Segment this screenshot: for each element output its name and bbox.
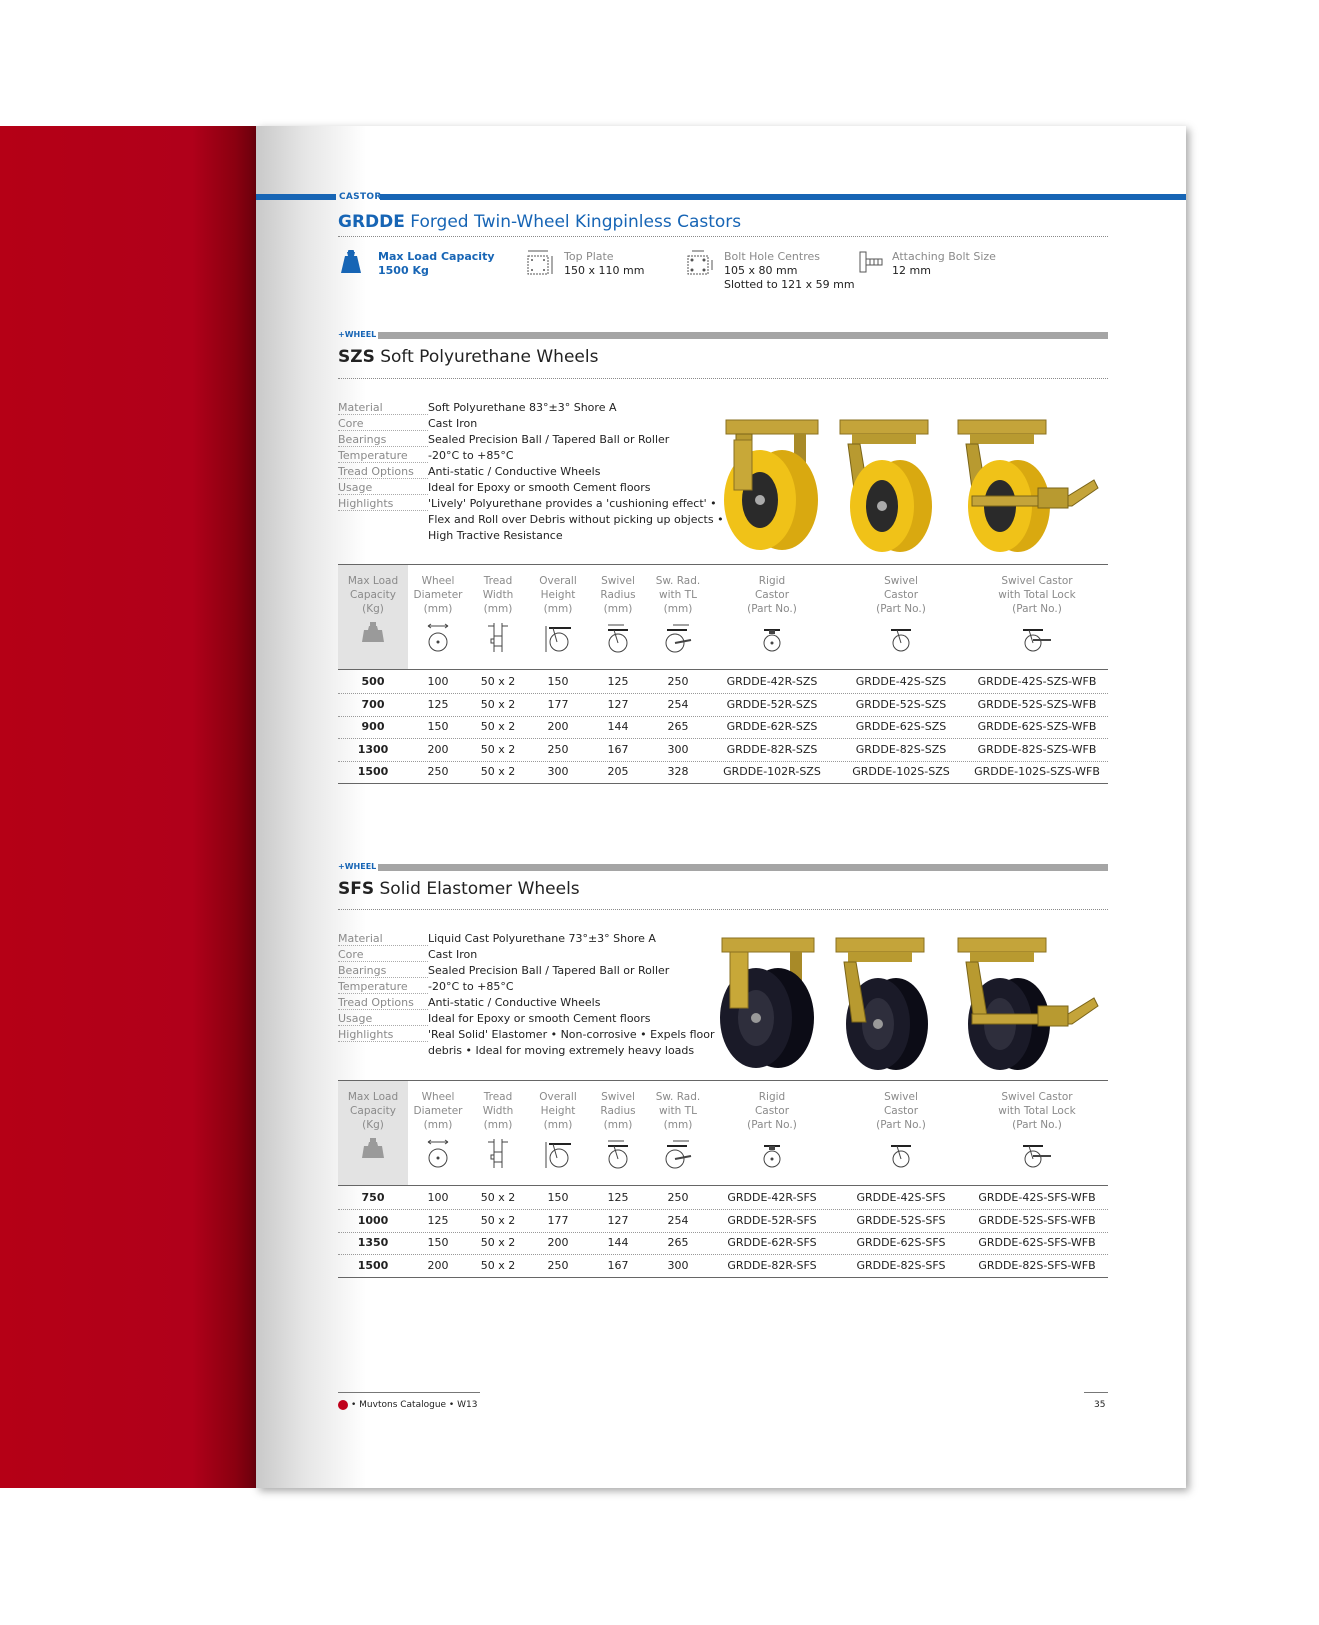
spec-label-top-plate: Top Plate bbox=[564, 250, 614, 263]
table-cell-load: 750 bbox=[361, 1191, 385, 1204]
table-cell-diameter: 125 bbox=[427, 697, 449, 711]
table-cell-swrad: 328 bbox=[667, 765, 689, 778]
column-header-rigid: Castor bbox=[754, 1105, 790, 1117]
property-row bbox=[338, 496, 717, 512]
header-bar-left bbox=[256, 194, 336, 200]
table-cell-swivel: GRDDE-52S-SFS bbox=[856, 1213, 946, 1227]
table-header-rule bbox=[338, 669, 1108, 670]
column-header-tread: Tread bbox=[483, 575, 513, 587]
table-cell-tread: 50 x 2 bbox=[480, 1236, 516, 1249]
property-value: Cast Iron bbox=[428, 948, 478, 961]
column-header-load: (Kg) bbox=[362, 603, 384, 615]
table-cell-height: 150 bbox=[547, 1191, 569, 1204]
table-cell-swrad: 254 bbox=[667, 1213, 689, 1227]
column-header-tread: Tread bbox=[483, 1091, 513, 1103]
column-header-rigid: Rigid bbox=[758, 575, 786, 587]
column-header-radius: (mm) bbox=[603, 1119, 633, 1131]
property-value: Sealed Precision Ball / Tapered Ball or Roller bbox=[428, 964, 670, 977]
property-value: -20°C to +85°C bbox=[428, 980, 514, 993]
diameter-dimension-icon bbox=[408, 1138, 468, 1174]
swivel-total-lock-castor-image bbox=[952, 416, 1102, 558]
property-row bbox=[338, 512, 724, 528]
table-cell-rigid: GRDDE-82R-SZS bbox=[726, 742, 818, 756]
column-header-tread: Width bbox=[482, 589, 514, 601]
property-row bbox=[338, 400, 616, 416]
column-header-height: Overall bbox=[539, 575, 577, 587]
table-cell-load: 1000 bbox=[357, 1213, 389, 1227]
section-tag: +WHEEL bbox=[338, 330, 377, 339]
column-header-diameter: Diameter bbox=[413, 589, 463, 601]
column-header-rigid: Castor bbox=[754, 589, 790, 601]
column-header-height: (mm) bbox=[543, 1119, 573, 1131]
table-cell-rigid: GRDDE-62R-SZS bbox=[726, 720, 818, 733]
table-cell-swrad: 265 bbox=[667, 1236, 689, 1249]
property-row bbox=[338, 1011, 651, 1027]
table-cell-load: 1350 bbox=[357, 1236, 389, 1249]
column-header-load: Max Load bbox=[347, 1091, 399, 1103]
property-key: Core bbox=[338, 418, 428, 431]
table-cell-radius: 144 bbox=[607, 1236, 629, 1249]
table-cell-swivel: GRDDE-82S-SFS bbox=[856, 1258, 946, 1272]
table-top-rule bbox=[338, 564, 1108, 565]
table-cell-rigid: GRDDE-82R-SFS bbox=[727, 1258, 817, 1272]
table-cell-swivel: GRDDE-42S-SZS bbox=[855, 675, 947, 688]
table-cell-swrad: 254 bbox=[667, 697, 689, 711]
property-key: Temperature bbox=[338, 450, 428, 463]
table-cell-diameter: 125 bbox=[427, 1213, 449, 1227]
spec-label-bolt-size: Attaching Bolt Size bbox=[892, 250, 996, 263]
column-header-swrad: with TL bbox=[659, 589, 697, 601]
table-cell-swtl: GRDDE-82S-SFS-WFB bbox=[978, 1258, 1096, 1272]
spec-value-bolt-hole: 105 x 80 mm bbox=[724, 264, 798, 277]
property-key: Bearings bbox=[338, 434, 428, 447]
load-dimension-icon bbox=[338, 1138, 408, 1162]
property-row bbox=[338, 995, 600, 1011]
property-key: Usage bbox=[338, 1013, 428, 1026]
property-row bbox=[338, 963, 669, 979]
table-bottom-rule bbox=[338, 1277, 1108, 1278]
table-cell-radius: 127 bbox=[607, 1213, 629, 1227]
swivel-castor-image bbox=[830, 934, 940, 1076]
section-divider bbox=[338, 378, 1108, 379]
table-cell-tread: 50 x 2 bbox=[480, 742, 516, 756]
table-cell-load: 500 bbox=[361, 675, 385, 688]
table-header-rule bbox=[338, 1185, 1108, 1186]
table-cell-swtl: GRDDE-62S-SZS-WFB bbox=[977, 720, 1097, 733]
table-cell-swivel: GRDDE-82S-SZS bbox=[855, 742, 947, 756]
property-key: Tread Options bbox=[338, 997, 428, 1010]
property-row bbox=[338, 448, 514, 464]
column-header-radius: Swivel bbox=[601, 1091, 635, 1103]
property-value: Sealed Precision Ball / Tapered Ball or Roller bbox=[428, 433, 670, 446]
table-cell-tread: 50 x 2 bbox=[480, 765, 516, 778]
column-header-diameter: (mm) bbox=[423, 1119, 453, 1131]
column-header-tread: (mm) bbox=[483, 1119, 513, 1131]
column-header-swtl: with Total Lock bbox=[998, 589, 1076, 601]
property-value: Ideal for Epoxy or smooth Cement floors bbox=[428, 1012, 651, 1025]
page-title-code: GRDDE bbox=[338, 212, 405, 232]
radius-dimension-icon bbox=[588, 1138, 648, 1174]
table-cell-radius: 144 bbox=[607, 720, 629, 733]
property-value: Anti-static / Conductive Wheels bbox=[428, 996, 601, 1009]
catalogue-page bbox=[256, 126, 1186, 1488]
property-key: Material bbox=[338, 402, 428, 415]
page-number: 35 bbox=[1094, 1400, 1106, 1410]
table-cell-rigid: GRDDE-102R-SZS bbox=[723, 765, 821, 778]
property-value: -20°C to +85°C bbox=[428, 449, 514, 462]
table-cell-swrad: 300 bbox=[667, 742, 689, 756]
rigid-castor-image bbox=[708, 934, 828, 1076]
column-header-diameter: Wheel bbox=[421, 1091, 455, 1103]
section-title-text: Solid Elastomer Wheels bbox=[379, 879, 580, 899]
page-title bbox=[338, 212, 741, 232]
spec-value-load: 1500 Kg bbox=[378, 264, 429, 277]
swivel-castor-image bbox=[834, 416, 944, 558]
property-key: Core bbox=[338, 949, 428, 962]
rigid-dimension-icon bbox=[708, 1138, 836, 1174]
table-cell-tread: 50 x 2 bbox=[480, 675, 516, 688]
swtl-dimension-icon bbox=[966, 1138, 1108, 1174]
property-value: 'Lively' Polyurethane provides a 'cushioning effect' • bbox=[428, 497, 717, 510]
table-cell-rigid: GRDDE-52R-SFS bbox=[727, 1213, 817, 1227]
property-value: High Tractive Resistance bbox=[428, 529, 563, 542]
column-header-load: Max Load bbox=[347, 575, 399, 587]
column-header-swivel: Swivel bbox=[884, 575, 918, 587]
column-header-swrad: with TL bbox=[659, 1105, 697, 1117]
table-cell-diameter: 100 bbox=[427, 1191, 449, 1204]
table-cell-swivel: GRDDE-62S-SZS bbox=[855, 720, 947, 733]
table-cell-tread: 50 x 2 bbox=[480, 720, 516, 733]
property-row bbox=[338, 528, 563, 544]
table-cell-swtl: GRDDE-102S-SZS-WFB bbox=[974, 765, 1100, 778]
table-cell-height: 250 bbox=[547, 1258, 569, 1272]
red-binding-spine bbox=[0, 126, 256, 1488]
property-row bbox=[338, 1027, 715, 1043]
section-title bbox=[338, 879, 580, 899]
column-header-swivel: Castor bbox=[883, 1105, 919, 1117]
page-title-text: Forged Twin-Wheel Kingpinless Castors bbox=[410, 212, 742, 232]
property-key: Usage bbox=[338, 482, 428, 495]
swtl-dimension-icon bbox=[966, 622, 1108, 658]
column-header-swivel: Castor bbox=[883, 589, 919, 601]
spec-value-top-plate: 150 x 110 mm bbox=[564, 264, 645, 277]
table-cell-swtl: GRDDE-42S-SFS-WFB bbox=[978, 1191, 1096, 1204]
table-cell-radius: 167 bbox=[607, 742, 629, 756]
table-cell-height: 300 bbox=[547, 765, 569, 778]
table-cell-tread: 50 x 2 bbox=[480, 697, 516, 711]
column-header-swrad: (mm) bbox=[663, 603, 693, 615]
property-value: debris • Ideal for moving extremely heavy loads bbox=[428, 1044, 695, 1057]
section-divider bbox=[338, 909, 1108, 910]
property-key: Temperature bbox=[338, 981, 428, 994]
column-header-diameter: Wheel bbox=[421, 575, 455, 587]
rigid-dimension-icon bbox=[708, 622, 836, 658]
column-header-swivel: (Part No.) bbox=[876, 603, 926, 615]
property-row bbox=[338, 931, 656, 947]
table-cell-swivel: GRDDE-52S-SZS bbox=[855, 697, 947, 711]
column-header-load: Capacity bbox=[350, 589, 396, 601]
property-row bbox=[338, 432, 669, 448]
property-row bbox=[338, 416, 477, 432]
table-cell-diameter: 200 bbox=[427, 1258, 449, 1272]
table-cell-swtl: GRDDE-82S-SZS-WFB bbox=[977, 742, 1097, 756]
column-header-swtl: (Part No.) bbox=[1012, 1119, 1062, 1131]
table-cell-swrad: 250 bbox=[667, 1191, 689, 1204]
header-bar-right bbox=[380, 194, 1186, 200]
footer-rule-right bbox=[1084, 1392, 1108, 1393]
column-header-height: (mm) bbox=[543, 603, 573, 615]
column-header-swtl: (Part No.) bbox=[1012, 603, 1062, 615]
section-bar bbox=[378, 864, 1108, 871]
property-key: Highlights bbox=[338, 498, 428, 511]
column-header-radius: Radius bbox=[600, 1105, 636, 1117]
table-cell-load: 700 bbox=[361, 697, 385, 711]
table-bottom-rule bbox=[338, 783, 1108, 784]
radius-dimension-icon bbox=[588, 622, 648, 658]
property-key: Material bbox=[338, 933, 428, 946]
table-cell-swrad: 265 bbox=[667, 720, 689, 733]
table-cell-swrad: 250 bbox=[667, 675, 689, 688]
footer-rule-left bbox=[338, 1392, 480, 1393]
table-cell-swtl: GRDDE-42S-SZS-WFB bbox=[977, 675, 1097, 688]
column-header-swrad: Sw. Rad. bbox=[655, 575, 701, 587]
table-cell-radius: 125 bbox=[607, 675, 629, 688]
column-header-swrad: Sw. Rad. bbox=[655, 1091, 701, 1103]
table-cell-swtl: GRDDE-52S-SZS-WFB bbox=[977, 697, 1097, 711]
spec-value-bolt-size: 12 mm bbox=[892, 264, 931, 277]
table-cell-swivel: GRDDE-42S-SFS bbox=[856, 1191, 946, 1204]
table-cell-diameter: 250 bbox=[427, 765, 449, 778]
table-cell-rigid: GRDDE-52R-SZS bbox=[726, 697, 818, 711]
table-cell-swivel: GRDDE-102S-SZS bbox=[852, 765, 950, 778]
property-key: Tread Options bbox=[338, 466, 428, 479]
column-header-radius: Radius bbox=[600, 589, 636, 601]
column-header-swivel: Swivel bbox=[884, 1091, 918, 1103]
table-cell-tread: 50 x 2 bbox=[480, 1258, 516, 1272]
diameter-dimension-icon bbox=[408, 622, 468, 658]
table-cell-radius: 125 bbox=[607, 1191, 629, 1204]
property-row bbox=[338, 979, 514, 995]
property-row bbox=[338, 1043, 694, 1059]
column-header-rigid: Rigid bbox=[758, 1091, 786, 1103]
column-header-swrad: (mm) bbox=[663, 1119, 693, 1131]
property-row bbox=[338, 947, 477, 963]
table-cell-rigid: GRDDE-42R-SFS bbox=[727, 1191, 817, 1204]
section-tag: +WHEEL bbox=[338, 862, 377, 871]
table-cell-load: 900 bbox=[361, 720, 385, 733]
property-value: Liquid Cast Polyurethane 73°±3° Shore A bbox=[428, 932, 656, 945]
swivel-total-lock-castor-image bbox=[952, 934, 1102, 1076]
spec-label-bolt-hole: Bolt Hole Centres bbox=[724, 250, 820, 263]
brand-logo-icon bbox=[338, 1400, 348, 1410]
bolt-icon bbox=[858, 250, 884, 278]
property-row bbox=[338, 464, 600, 480]
rigid-castor-image bbox=[712, 416, 832, 558]
table-cell-swivel: GRDDE-62S-SFS bbox=[856, 1236, 946, 1249]
table-cell-height: 150 bbox=[547, 675, 569, 688]
table-cell-load: 1300 bbox=[357, 742, 389, 756]
table-cell-rigid: GRDDE-62R-SFS bbox=[727, 1236, 817, 1249]
table-cell-diameter: 150 bbox=[427, 720, 449, 733]
section-title-text: Soft Polyurethane Wheels bbox=[380, 347, 599, 367]
column-header-height: Height bbox=[540, 589, 576, 601]
table-cell-height: 250 bbox=[547, 742, 569, 756]
property-value: Flex and Roll over Debris without picking up objects • bbox=[428, 513, 724, 526]
table-cell-diameter: 100 bbox=[427, 675, 449, 688]
table-cell-height: 177 bbox=[547, 697, 569, 711]
column-header-swtl: with Total Lock bbox=[998, 1105, 1076, 1117]
property-value: Cast Iron bbox=[428, 417, 478, 430]
section-title-code: SFS bbox=[338, 879, 375, 899]
table-cell-load: 1500 bbox=[357, 765, 389, 778]
table-cell-radius: 167 bbox=[607, 1258, 629, 1272]
tread-dimension-icon bbox=[468, 622, 528, 658]
table-cell-load: 1500 bbox=[357, 1258, 389, 1272]
column-header-load: Capacity bbox=[350, 1105, 396, 1117]
property-value: Anti-static / Conductive Wheels bbox=[428, 465, 601, 478]
property-key: Highlights bbox=[338, 1029, 428, 1042]
table-cell-height: 177 bbox=[547, 1213, 569, 1227]
header-divider bbox=[338, 236, 1108, 237]
table-cell-swtl: GRDDE-62S-SFS-WFB bbox=[978, 1236, 1096, 1249]
property-row bbox=[338, 480, 651, 496]
property-key: Bearings bbox=[338, 965, 428, 978]
table-cell-rigid: GRDDE-42R-SZS bbox=[726, 675, 818, 688]
table-top-rule bbox=[338, 1080, 1108, 1081]
column-header-swtl: Swivel Castor bbox=[1001, 1091, 1073, 1103]
swivel-dimension-icon bbox=[836, 622, 966, 658]
property-value: 'Real Solid' Elastomer • Non-corrosive • Expels floor bbox=[428, 1028, 715, 1041]
column-header-swivel: (Part No.) bbox=[876, 1119, 926, 1131]
height-dimension-icon bbox=[528, 622, 588, 658]
swrad-dimension-icon bbox=[648, 622, 708, 658]
table-cell-diameter: 200 bbox=[427, 742, 449, 756]
section-title bbox=[338, 347, 598, 367]
tread-dimension-icon bbox=[468, 1138, 528, 1174]
column-header-diameter: (mm) bbox=[423, 603, 453, 615]
swivel-dimension-icon bbox=[836, 1138, 966, 1174]
column-header-rigid: (Part No.) bbox=[747, 1119, 797, 1131]
height-dimension-icon bbox=[528, 1138, 588, 1174]
load-dimension-icon bbox=[338, 622, 408, 646]
bolt-hole-icon bbox=[686, 248, 716, 280]
property-value: Soft Polyurethane 83°±3° Shore A bbox=[428, 401, 617, 414]
spec-label-load: Max Load Capacity bbox=[378, 250, 495, 263]
section-bar bbox=[378, 332, 1108, 339]
table-cell-height: 200 bbox=[547, 720, 569, 733]
table-cell-tread: 50 x 2 bbox=[480, 1213, 516, 1227]
table-cell-height: 200 bbox=[547, 1236, 569, 1249]
column-header-load: (Kg) bbox=[362, 1119, 384, 1131]
table-cell-swtl: GRDDE-52S-SFS-WFB bbox=[978, 1213, 1096, 1227]
swrad-dimension-icon bbox=[648, 1138, 708, 1174]
column-header-radius: (mm) bbox=[603, 603, 633, 615]
section-title-code: SZS bbox=[338, 347, 375, 367]
column-header-radius: Swivel bbox=[601, 575, 635, 587]
weight-icon bbox=[340, 250, 362, 278]
table-cell-radius: 127 bbox=[607, 697, 629, 711]
property-value: Ideal for Epoxy or smooth Cement floors bbox=[428, 481, 651, 494]
table-cell-swrad: 300 bbox=[667, 1258, 689, 1272]
footer-catalogue: • Muvtons Catalogue • W13 bbox=[351, 1400, 478, 1410]
column-header-rigid: (Part No.) bbox=[747, 603, 797, 615]
column-header-diameter: Diameter bbox=[413, 1105, 463, 1117]
column-header-height: Overall bbox=[539, 1091, 577, 1103]
top-plate-icon bbox=[526, 248, 556, 280]
table-cell-radius: 205 bbox=[607, 765, 629, 778]
table-cell-tread: 50 x 2 bbox=[480, 1191, 516, 1204]
column-header-height: Height bbox=[540, 1105, 576, 1117]
table-cell-diameter: 150 bbox=[427, 1236, 449, 1249]
spec-value-bolt-hole-slotted: Slotted to 121 x 59 mm bbox=[724, 278, 855, 291]
header-tag: CASTOR bbox=[339, 192, 382, 202]
column-header-swtl: Swivel Castor bbox=[1001, 575, 1073, 587]
column-header-tread: (mm) bbox=[483, 603, 513, 615]
column-header-tread: Width bbox=[482, 1105, 514, 1117]
